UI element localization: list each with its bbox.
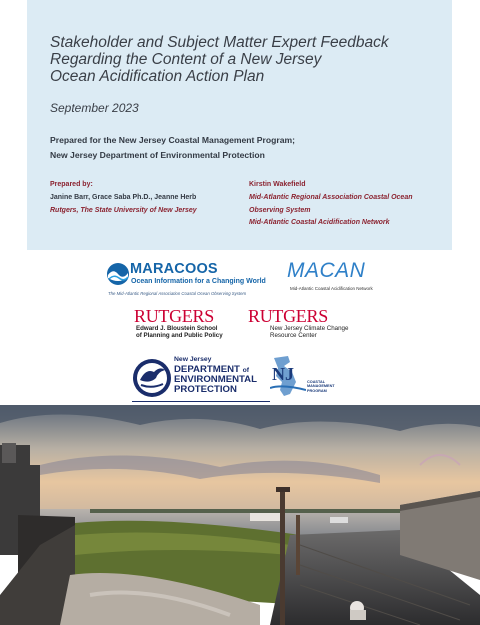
second-author-affiliation: Mid-Atlantic Regional Association Coastal Ocean Observing System: [249, 193, 413, 214]
njdep-line: PROTECTION: [174, 383, 237, 395]
nj-coastal-management-logo: [270, 354, 360, 400]
author-affiliation: Rutgers, The State University of New Jersey: [50, 206, 197, 214]
title-line: Stakeholder and Subject Matter Expert Feedback: [50, 34, 389, 51]
njdep-seal-icon: [132, 358, 172, 398]
nj-state-shape-icon: [270, 354, 306, 398]
bloustein-line: Edward J. Bloustein School: [136, 325, 218, 332]
czm-line: MANAGEMENT: [307, 384, 335, 389]
prepared-for: [50, 133, 440, 162]
njdep-logo: [132, 355, 272, 403]
prepared-for-line: Prepared for the New Jersey Coastal Management Program;: [50, 135, 296, 145]
njdep-of: of: [242, 366, 250, 374]
maracoos-tagline: The Mid-Atlantic Regional Association Coastal Ocean Observing System: [108, 291, 247, 296]
prepared-for-line: New Jersey Department of Environmental Protection: [50, 149, 265, 160]
second-author-block: [249, 179, 445, 230]
author-names: Janine Barr, Grace Saba Ph.D., Jeanne Herb: [50, 193, 197, 201]
title-line: Regarding the Content of a New Jersey: [50, 51, 322, 68]
second-author-name: Kirstin Wakefield: [249, 181, 306, 188]
climate-center-line: Resource Center: [270, 332, 317, 340]
macan-wordmark: MACAN: [287, 259, 366, 282]
njdep-line: ENVIRONMENTAL: [174, 374, 257, 385]
publication-date: September 2023: [50, 101, 139, 115]
title-line: Ocean Acidification Action Plan: [50, 68, 265, 85]
njdep-line: DEPARTMENT: [174, 363, 240, 375]
prepared-by-label: Prepared by:: [50, 181, 93, 188]
svg-text:NJ: NJ: [272, 364, 294, 384]
czm-line: PROGRAM: [307, 388, 327, 393]
document-title: [50, 34, 440, 85]
title-panel: [27, 0, 452, 250]
maracoos-wave-icon: [106, 262, 130, 286]
njdep-wordmark: [174, 355, 257, 394]
authors-block: [50, 179, 240, 217]
maracoos-subtitle: Ocean Information for a Changing World: [131, 278, 266, 285]
rutgers-wordmark: RUTGERS: [248, 306, 328, 326]
cover-photo: [0, 405, 480, 625]
maracoos-logo: [106, 260, 271, 302]
macan-logo: [287, 259, 387, 296]
czm-wordmark: [307, 380, 335, 393]
second-author-network: Mid-Atlantic Coastal Acidification Network: [249, 219, 390, 227]
njdep-state-line: New Jersey: [174, 356, 212, 363]
climate-center-line: New Jersey Climate Change: [270, 325, 349, 332]
maracoos-wordmark: MARACOOS: [130, 261, 218, 277]
rutgers-wordmark: RUTGERS: [134, 306, 214, 326]
macan-subtitle: Mid-Atlantic Coastal Acidification Network: [290, 286, 373, 291]
czm-line: COASTAL: [307, 380, 326, 384]
rutgers-climate-logo: [248, 307, 368, 345]
bloustein-line: of Planning and Public Policy: [136, 332, 223, 340]
rutgers-bloustein-logo: [134, 307, 244, 345]
